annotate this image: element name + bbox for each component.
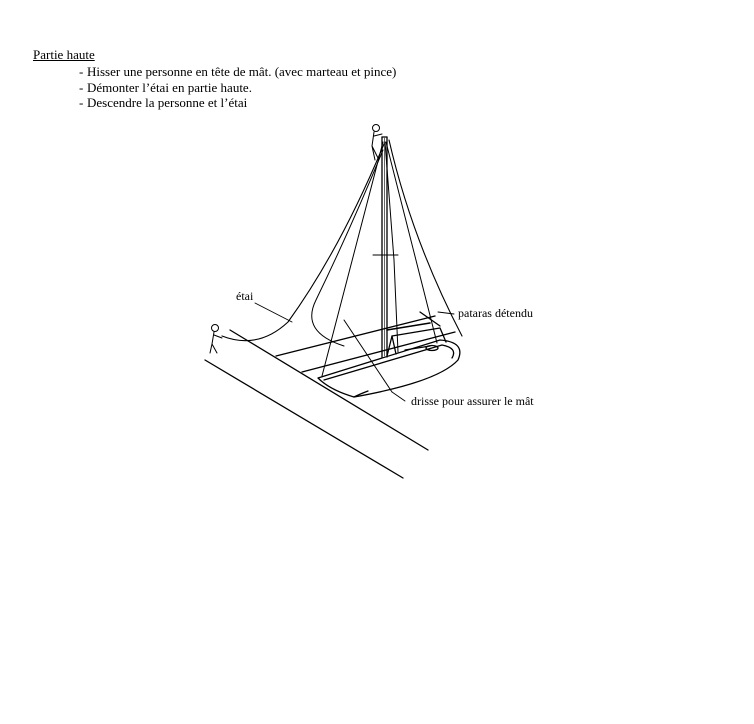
backstay bbox=[389, 140, 462, 336]
forestay bbox=[222, 144, 384, 341]
step-text: Descendre la personne et l’étai bbox=[87, 95, 248, 110]
label-pataras: pataras détendu bbox=[458, 306, 533, 320]
leader-lines bbox=[255, 303, 454, 401]
step-item: - Hisser une personne en tête de mât. (avec marteau et pince) bbox=[79, 64, 397, 79]
label-drisse: drisse pour assurer le mât bbox=[411, 394, 534, 408]
halyard bbox=[312, 150, 383, 346]
mast bbox=[382, 137, 387, 357]
step-text: Hisser une personne en tête de mât. (avec marteau et pince) bbox=[87, 64, 397, 79]
section-heading: Partie haute bbox=[33, 47, 95, 62]
step-item: - Descendre la personne et l’étai bbox=[79, 95, 248, 110]
person-quay bbox=[210, 325, 222, 354]
step-item: - Démonter l’étai en partie haute. bbox=[79, 79, 252, 95]
step-text: Démonter l’étai en partie haute. bbox=[87, 79, 252, 95]
person-masthead bbox=[372, 125, 382, 161]
label-etai: étai bbox=[236, 289, 254, 303]
quay-edge bbox=[205, 330, 428, 478]
